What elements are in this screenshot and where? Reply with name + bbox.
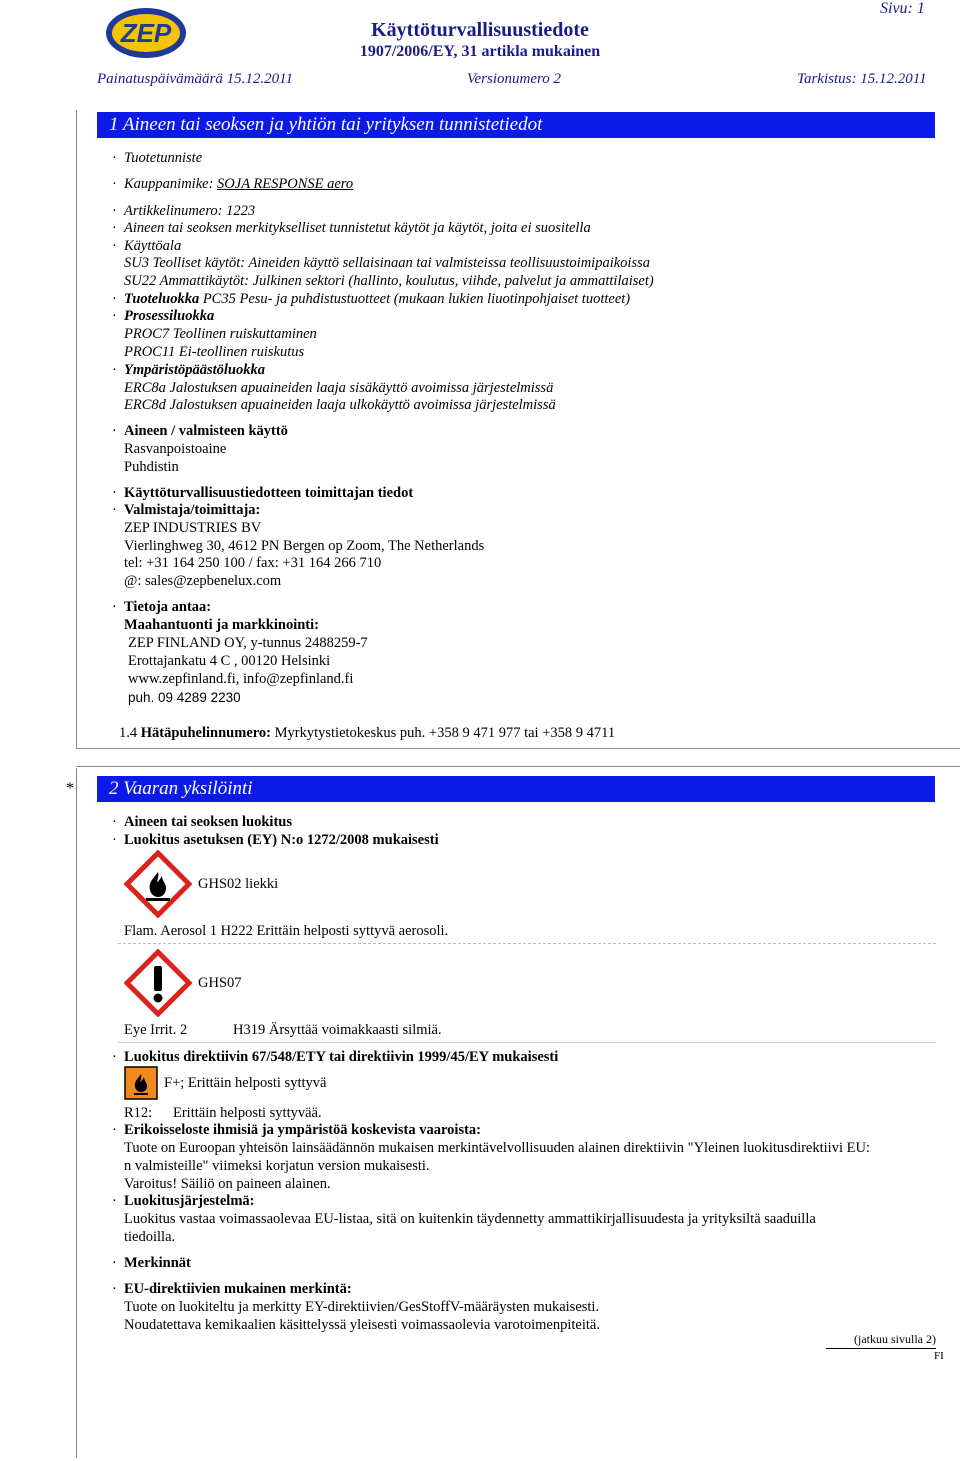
document-subtitle: 1907/2006/EY, 31 artikla mukainen bbox=[359, 43, 601, 60]
classification-system-heading: Luokitusjärjestelmä: bbox=[124, 1193, 255, 1209]
emergency-row bbox=[119, 725, 615, 742]
continued-on-next-page: (jatkuu sivulla 2) bbox=[854, 1332, 936, 1346]
language-code: FI bbox=[934, 1350, 944, 1362]
eu-labelling-text-2: Noudatettava kemikaalien käsittelyssä yleisesti voimassaolevia varotoimenpiteitä. bbox=[124, 1317, 600, 1333]
env-category-heading: Ympäristöpäästöluokka bbox=[124, 362, 265, 378]
importer-web: www.zepfinland.fi, info@zepfinland.fi bbox=[128, 671, 354, 687]
manufacturer-phone: tel: +31 164 250 100 / fax: +31 164 266 710 bbox=[124, 555, 382, 571]
su3-line: SU3 Teolliset käytöt: Aineiden käyttö sellaisinaan tai valmisteissa teollisuustoimipaikoissa bbox=[124, 255, 650, 271]
manufacturer-heading: Valmistaja/toimittaja: bbox=[124, 502, 261, 518]
trade-name-value: SOJA RESPONSE aero bbox=[217, 176, 354, 192]
bullet: · bbox=[112, 814, 117, 830]
revision-star: * bbox=[66, 780, 74, 797]
emergency-label: Hätäpuhelinnumero: bbox=[140, 725, 272, 741]
bullet: · bbox=[112, 502, 117, 518]
bullet: · bbox=[112, 1255, 117, 1271]
bullet: · bbox=[112, 599, 117, 615]
product-category-value: PC35 Pesu- ja puhdistustuotteet (mukaan lukien liuotinpohjaiset tuotteet) bbox=[199, 291, 631, 307]
page-number: Sivu: 1 bbox=[880, 0, 925, 17]
eye-irrit-statement: H319 Ärsyttää voimakkaasti silmiä. bbox=[233, 1022, 442, 1038]
print-date: Painatuspäivämäärä 15.12.2011 bbox=[97, 71, 293, 87]
eu-labelling-text-1: Tuote on luokiteltu ja merkitty EY-direktiivien/GesStoffV-määräysten mukaisesti. bbox=[124, 1299, 600, 1315]
ghs07-label: GHS07 bbox=[198, 975, 242, 991]
separator-dashed bbox=[118, 943, 936, 944]
identified-uses-heading: Aineen tai seoksen merkitykselliset tunnistetut käytöt ja käytöt, joita ei suositella bbox=[124, 220, 591, 236]
bullet: · bbox=[112, 203, 117, 219]
bullet: · bbox=[112, 220, 117, 236]
version-number: Versionumero 2 bbox=[467, 71, 562, 87]
article-number: Artikkelinumero: 1223 bbox=[124, 203, 256, 219]
ghs02-label: GHS02 liekki bbox=[198, 876, 279, 892]
footer-rule bbox=[826, 1348, 936, 1349]
info-heading: Tietoja antaa: bbox=[124, 599, 212, 615]
bullet: · bbox=[112, 1122, 117, 1138]
trade-name-label: Kauppanimike: bbox=[124, 176, 218, 192]
bullet: · bbox=[112, 238, 117, 254]
importer-phone: puh. 09 4289 2230 bbox=[128, 690, 241, 705]
special-hazards-text-1: Tuote on Euroopan yhteisön lainsäädännön mukaisen merkintävelvollisuuden alainen direktiivin "Yleinen luokitusdirektiivi EU: bbox=[124, 1140, 870, 1156]
fplus-label: F+; Erittäin helposti syttyvä bbox=[164, 1075, 327, 1091]
bullet: · bbox=[112, 1193, 117, 1209]
special-hazards-text-3: Varoitus! Säiliö on paineen alainen. bbox=[124, 1176, 331, 1192]
emergency-value: Myrkytystietokeskus puh. +358 9 471 977 tai +358 9 4711 bbox=[271, 725, 616, 741]
eye-irrit-class: Eye Irrit. 2 bbox=[124, 1022, 188, 1038]
bullet: · bbox=[112, 1049, 117, 1065]
use-heading: Aineen / valmisteen käyttö bbox=[124, 423, 288, 439]
trade-name-row bbox=[124, 176, 353, 193]
bullet: · bbox=[112, 308, 117, 324]
section-2-title: 2 Vaaran yksilöinti bbox=[97, 776, 935, 802]
proc7-line: PROC7 Teollinen ruiskuttaminen bbox=[124, 326, 317, 342]
ghs02-flame-icon bbox=[124, 850, 192, 918]
importer-heading: Maahantuonti ja markkinointi: bbox=[124, 617, 319, 633]
r12-code: R12: bbox=[124, 1105, 153, 1121]
erc8d-line: ERC8d Jalostuksen apuaineiden laaja ulkokäyttö avoimissa järjestelmissä bbox=[124, 397, 556, 413]
emergency-prefix: 1.4 bbox=[119, 725, 141, 741]
clp-heading: Luokitus asetuksen (EY) N:o 1272/2008 mukaisesti bbox=[124, 832, 439, 848]
r12-text: Erittäin helposti syttyvää. bbox=[173, 1105, 322, 1121]
manufacturer-address: Vierlinghweg 30, 4612 PN Bergen op Zoom, The Netherlands bbox=[124, 538, 485, 554]
bullet: · bbox=[112, 176, 117, 192]
erc8a-line: ERC8a Jalostuksen apuaineiden laaja sisäkäyttö avoimissa järjestelmissä bbox=[124, 380, 554, 396]
process-category-heading: Prosessiluokka bbox=[124, 308, 215, 324]
section-2-top-rule bbox=[76, 766, 960, 767]
ghs07-exclamation-icon bbox=[124, 949, 192, 1017]
proc11-line: PROC11 Ei-teollinen ruiskutus bbox=[124, 344, 305, 360]
special-hazards-heading: Erikoisseloste ihmisiä ja ympäristöä koskevista vaaroista: bbox=[124, 1122, 481, 1138]
separator-solid bbox=[118, 1042, 936, 1043]
classification-system-text-2: tiedoilla. bbox=[124, 1229, 176, 1245]
document-title: Käyttöturvallisuustiedote bbox=[371, 19, 589, 41]
highly-flammable-icon bbox=[124, 1066, 158, 1100]
su22-line: SU22 Ammattikäytöt: Julkinen sektori (hallinto, koulutus, viihde, palvelut ja ammattilaiset) bbox=[124, 273, 654, 289]
classification-heading: Aineen tai seoksen luokitus bbox=[124, 814, 292, 830]
use-cleaner: Puhdistin bbox=[124, 459, 179, 475]
bullet: · bbox=[112, 291, 117, 307]
product-identifier-heading: Tuotetunniste bbox=[124, 150, 203, 166]
logo-text: ZEP bbox=[120, 18, 172, 48]
use-degreaser: Rasvanpoistoaine bbox=[124, 441, 227, 457]
importer-address: Erottajankatu 4 C , 00120 Helsinki bbox=[128, 653, 331, 669]
special-hazards-text-2: n valmisteille" viimeksi korjatun version mukaisesti. bbox=[124, 1158, 430, 1174]
revision-date: Tarkistus: 15.12.2011 bbox=[797, 71, 927, 87]
classification-system-text-1: Luokitus vastaa voimassaolevaa EU-listaa, sitä on kuitenkin täydennetty ammattikirjallisuudesta ja yrityksiltä saaduilla bbox=[124, 1211, 816, 1227]
bullet: · bbox=[112, 485, 117, 501]
bullet: · bbox=[112, 150, 117, 166]
product-category-label: Tuoteluokka bbox=[124, 291, 200, 307]
bullet: · bbox=[112, 832, 117, 848]
section-1-title: 1 Aineen tai seoksen ja yhtiön tai yrityksen tunnistetiedot bbox=[97, 112, 935, 138]
manufacturer-email: @: sales@zepbenelux.com bbox=[124, 573, 282, 589]
bullet: · bbox=[112, 423, 117, 439]
importer-name: ZEP FINLAND OY, y-tunnus 2488259-7 bbox=[128, 635, 368, 651]
bullet: · bbox=[112, 1281, 117, 1297]
manufacturer-name: ZEP INDUSTRIES BV bbox=[124, 520, 262, 536]
flam-classification: Flam. Aerosol 1 H222 Erittäin helposti syttyvä aerosoli. bbox=[124, 923, 449, 939]
use-area-heading: Käyttöala bbox=[124, 238, 182, 254]
supplier-heading: Käyttöturvallisuustiedotteen toimittajan tiedot bbox=[124, 485, 414, 501]
labels-heading: Merkinnät bbox=[124, 1255, 191, 1271]
eu-labelling-heading: EU-direktiivien mukainen merkintä: bbox=[124, 1281, 352, 1297]
bullet: · bbox=[112, 362, 117, 378]
dsd-heading: Luokitus direktiivin 67/548/ETY tai direktiivin 1999/45/EY mukaisesti bbox=[124, 1049, 559, 1065]
product-category-row bbox=[124, 291, 630, 308]
